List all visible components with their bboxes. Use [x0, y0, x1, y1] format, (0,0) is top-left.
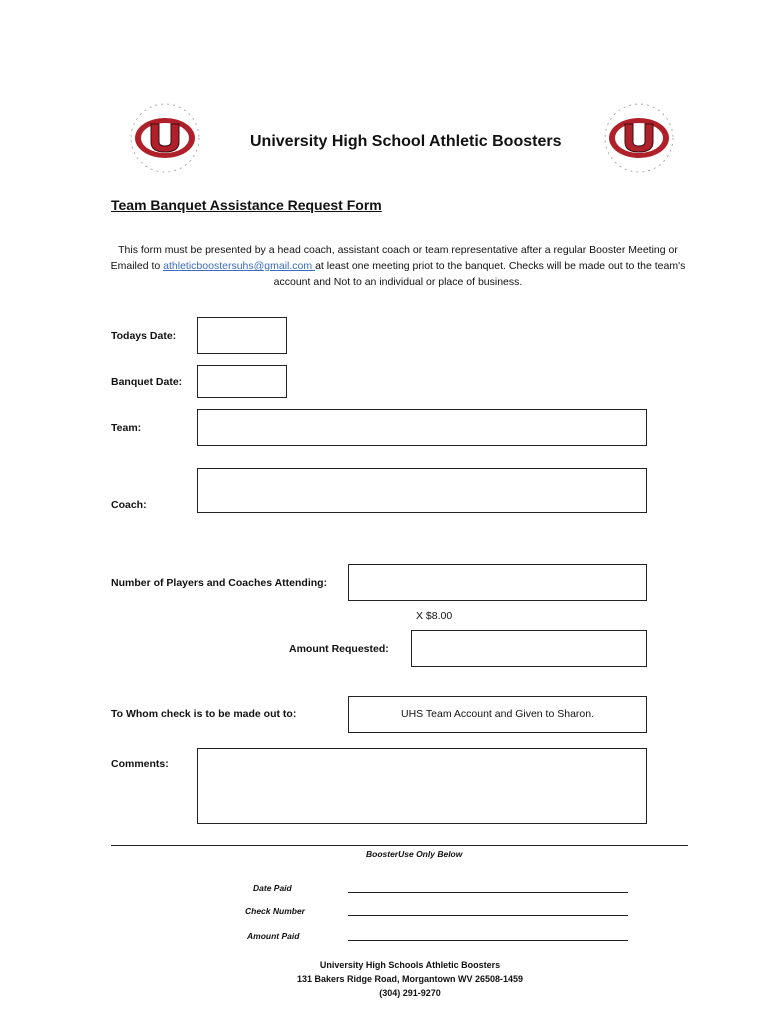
- date-paid-line[interactable]: [348, 892, 628, 893]
- todays-date-field[interactable]: [197, 317, 287, 354]
- check-number-label: Check Number: [245, 906, 305, 916]
- form-title: Team Banquet Assistance Request Form: [111, 197, 382, 213]
- amount-requested-field[interactable]: [411, 630, 647, 667]
- team-label: Team:: [111, 422, 142, 434]
- amount-paid-label: Amount Paid: [247, 931, 300, 941]
- attending-label: Number of Players and Coaches Attending:: [111, 577, 328, 589]
- banquet-date-field[interactable]: [197, 365, 287, 398]
- banquet-date-label: Banquet Date:: [111, 376, 183, 388]
- attending-field[interactable]: [348, 564, 647, 601]
- amount-requested-label: Amount Requested:: [289, 643, 389, 655]
- comments-field[interactable]: [197, 748, 647, 824]
- uhs-logo-right: [596, 102, 682, 174]
- booster-divider: [111, 845, 688, 846]
- amount-paid-line[interactable]: [348, 940, 628, 941]
- email-link[interactable]: athleticboostersuhs@gmail.com: [163, 260, 316, 272]
- payee-field[interactable]: UHS Team Account and Given to Sharon.: [348, 696, 647, 733]
- todays-date-label: Todays Date:: [111, 330, 177, 342]
- comments-label: Comments:: [111, 758, 169, 770]
- intro-part-1: This form must be presented by a head coach, assistant coach or team representative after a regular Booster Meeting or Emailed to: [110, 244, 678, 272]
- footer-org-name: University High Schools Athletic Boosters: [319, 960, 501, 970]
- coach-label: Coach:: [111, 499, 147, 511]
- multiplier-text: X $8.00: [416, 610, 453, 622]
- uhs-logo-left: [122, 102, 208, 174]
- coach-field[interactable]: [197, 468, 647, 513]
- footer-street: 131 Bakers Ridge Road, Morgantown WV 26508-1459: [296, 974, 524, 984]
- check-number-line[interactable]: [348, 915, 628, 916]
- team-field[interactable]: [197, 409, 647, 446]
- booster-use-heading: BoosterUse Only Below: [366, 849, 463, 859]
- footer-address: [200, 958, 620, 1000]
- footer-phone: (304) 291-9270: [379, 988, 441, 998]
- intro-text: [108, 242, 688, 290]
- date-paid-label: Date Paid: [253, 883, 292, 893]
- payee-label: To Whom check is to be made out to:: [111, 708, 297, 720]
- intro-part-2: at least one meeting priot to the banquet. Checks will be made out to the team's account and Not to an individual or place of business.: [273, 260, 686, 288]
- page-title: University High School Athletic Boosters: [250, 133, 562, 150]
